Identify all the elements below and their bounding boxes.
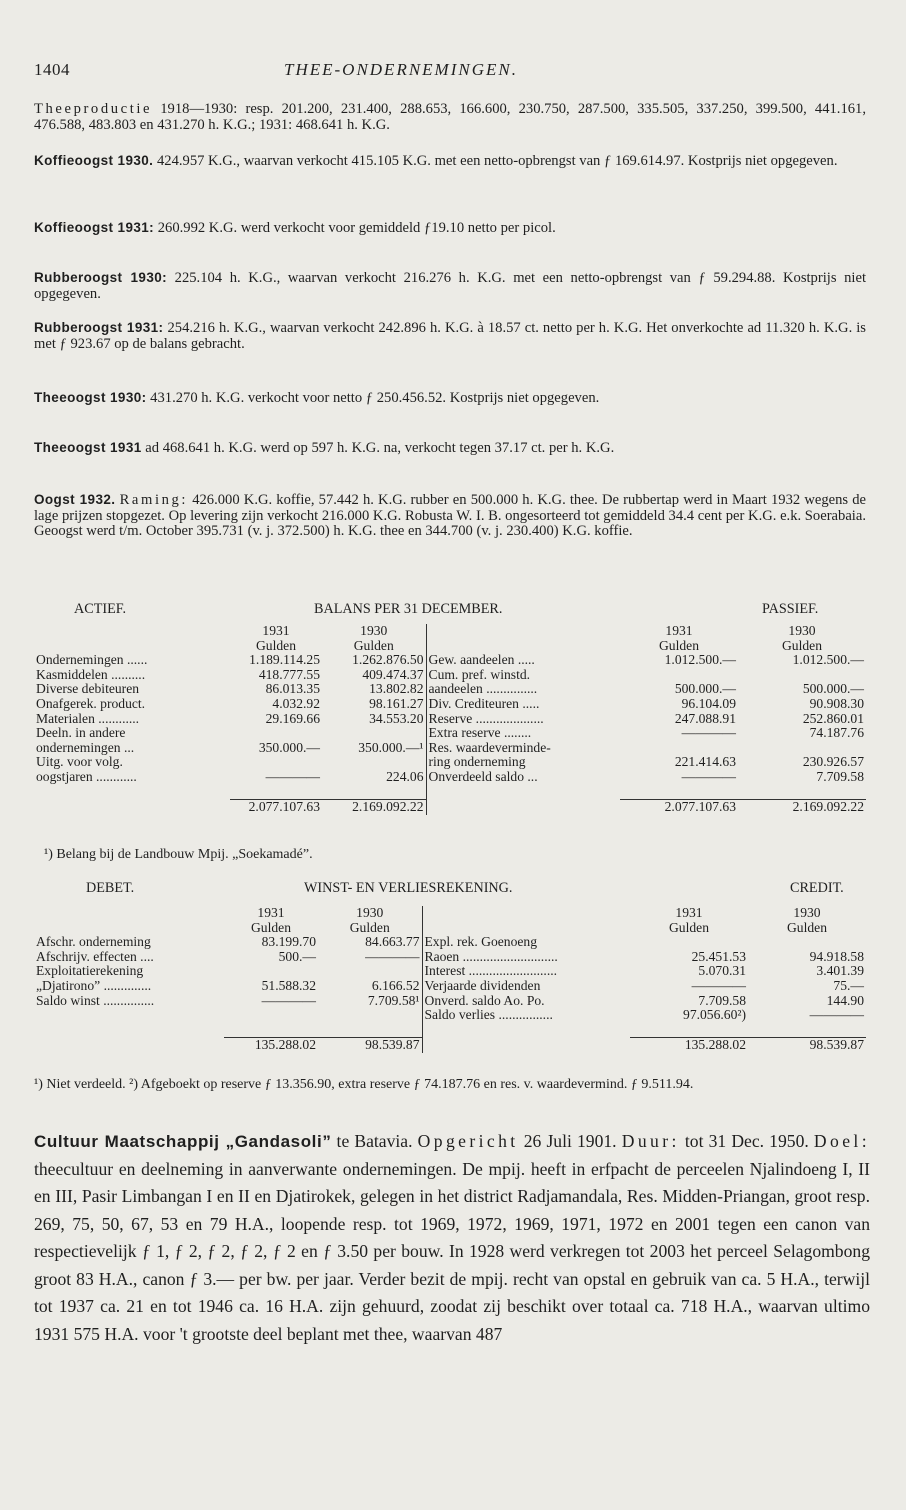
value-1930: 350.000.—¹: [358, 739, 424, 755]
row-label: ondernemingen ...: [36, 739, 135, 755]
value-1931: ————: [691, 977, 746, 993]
company-name: Cultuur Maatschappij „Gandasoli”: [34, 1132, 332, 1151]
total-row: [34, 800, 866, 815]
company-place: te Batavia.: [331, 1131, 418, 1151]
year-header: 1930: [788, 623, 816, 638]
empty-cell: [422, 1038, 630, 1053]
empty-cell: [422, 1023, 630, 1038]
paragraph-theeoogst-1930: [34, 390, 866, 407]
unit-header: Gulden: [250, 919, 292, 935]
value-1930: 94.918.58: [809, 948, 864, 964]
total-1930: 98.539.87: [318, 1038, 422, 1053]
paragraph-oogst-1932: [34, 492, 866, 540]
balance-caption: [34, 601, 870, 617]
empty-cell: [34, 1023, 224, 1038]
empty-cell: [318, 1023, 422, 1038]
header-spacer: [422, 921, 630, 936]
paragraph-spaced-label: Raming:: [119, 492, 189, 508]
doel-label: Doel:: [813, 1131, 870, 1151]
paragraph-text: 260.992 K.G. werd verkocht voor gemiddeld ƒ19.10 netto per picol.: [154, 220, 556, 236]
page-number: 1404: [34, 60, 70, 79]
row-label: Afschrijv. effecten ....: [36, 948, 154, 964]
value-1931: [224, 964, 318, 979]
row-label: Raoen ............................: [422, 950, 630, 965]
value-1931: ————: [681, 768, 736, 784]
row-label: Expl. rek. Goenoeng: [422, 935, 630, 950]
table-row: [34, 712, 866, 727]
value-1931: 500.—: [278, 948, 316, 964]
company-paragraph: [34, 1128, 870, 1348]
row-label: Cum. pref. winstd.: [426, 668, 620, 683]
header-spacer: [426, 624, 620, 639]
year-header: 1931: [665, 623, 693, 638]
row-label: Kasmiddelen ..........: [36, 666, 146, 682]
row-label: Reserve ....................: [426, 712, 620, 727]
table-row: [34, 653, 866, 668]
value-1930: ————: [365, 948, 420, 964]
table-row: [34, 668, 866, 683]
year-header: 1931: [257, 905, 285, 920]
paragraph-lead: Rubberoogst 1931:: [34, 320, 164, 335]
value-1931: ————: [261, 992, 316, 1008]
paragraph-lead: Theeoogst 1931: [34, 440, 142, 455]
value-1931: 1.189.114.25: [249, 652, 320, 668]
header-spacer: [422, 906, 630, 921]
table-row: [34, 697, 866, 712]
row-label: Interest ..........................: [422, 964, 630, 979]
row-label: Uitg. voor volg.: [36, 754, 123, 770]
row-label: Res. waardeverminde-: [426, 741, 620, 756]
row-label: Materialen ............: [36, 710, 140, 726]
paragraph-lead: Rubberoogst 1930:: [34, 270, 168, 285]
value-1930: [738, 741, 866, 756]
row-label: Onafgerek. product.: [36, 695, 146, 711]
paragraph-koffieoogst-1930: [34, 153, 866, 170]
value-1930: 500.000.—: [802, 681, 864, 697]
value-1930: ————: [809, 1007, 864, 1023]
value-1931: 97.056.60²): [683, 1007, 746, 1023]
row-label: Gew. aandeelen .....: [426, 653, 620, 668]
empty-cell: [738, 785, 866, 800]
paragraph-theeproductie: [34, 102, 866, 133]
value-1930: 7.709.58: [816, 768, 864, 784]
value-1931: 221.414.63: [674, 754, 736, 770]
row-label: Div. Crediteuren .....: [426, 697, 620, 712]
value-1930: 1.012.500.—: [792, 652, 864, 668]
value-1930: 98.161.27: [369, 695, 424, 711]
value-1931: ————: [265, 768, 320, 784]
row-label: oogstjaren ............: [36, 768, 137, 784]
paragraph-text: 431.270 h. K.G. verkocht voor netto ƒ 250.456.52. Kostprijs niet opgegeven.: [146, 390, 600, 406]
pl-right-caption: CREDIT.: [790, 880, 844, 896]
value-1930: 144.90: [826, 992, 864, 1008]
year-header: 1930: [356, 905, 384, 920]
value-1931: 83.199.70: [261, 934, 316, 950]
duur-label: Duur:: [621, 1131, 680, 1151]
paragraph-text: ad 468.641 h. K.G. werd op 597 h. K.G. na, verkocht tegen 37.17 ct. per h. K.G.: [141, 440, 615, 456]
total-1930: 2.169.092.22: [322, 800, 426, 815]
header-spacer: [426, 639, 620, 654]
pl-caption: [34, 880, 870, 896]
table-row: [34, 682, 866, 697]
value-1931: 350.000.—: [258, 739, 320, 755]
value-1930: 75.—: [833, 977, 864, 993]
opgericht-text: 26 Juli 1901.: [518, 1131, 622, 1151]
empty-cell: [426, 785, 620, 800]
unit-header-row: [34, 639, 866, 654]
row-label: „Djatirono” ..............: [36, 977, 152, 993]
value-1930: 3.401.39: [816, 963, 864, 979]
unit-header: Gulden: [658, 637, 700, 653]
value-1931: 7.709.58: [698, 992, 746, 1008]
year-header-row: [34, 906, 866, 921]
value-1931: 500.000.—: [674, 681, 736, 697]
empty-cell: [230, 785, 322, 800]
balance-table: [34, 624, 866, 815]
paragraph-lead: Theeproductie: [34, 101, 153, 117]
pl-left-caption: DEBET.: [86, 880, 135, 896]
row-label: Saldo verlies ................: [422, 1008, 630, 1023]
table-row: [34, 979, 866, 994]
paragraph-lead: Theeoogst 1930:: [34, 390, 147, 405]
empty-cell: [34, 800, 230, 815]
year-header: 1931: [675, 905, 703, 920]
spacer-row: [34, 785, 866, 800]
unit-header: Gulden: [353, 637, 394, 653]
unit-header-row: [34, 921, 866, 936]
value-1930: 409.474.37: [362, 666, 424, 682]
balance-left-caption: ACTIEF.: [74, 601, 127, 617]
empty-cell: [748, 1023, 866, 1038]
empty-cell: [34, 1038, 224, 1053]
unit-header: Gulden: [349, 919, 390, 935]
table-row: [34, 726, 866, 741]
header-spacer: [34, 639, 230, 654]
table-row: [34, 770, 866, 785]
header-spacer: [34, 624, 230, 639]
page-header: [34, 60, 870, 84]
paragraph-rubberoogst-1930: [34, 270, 866, 302]
value-1931: ————: [681, 725, 736, 741]
year-header: 1931: [262, 623, 290, 638]
value-1930: 6.166.52: [371, 977, 420, 993]
opgericht-label: Opgericht: [417, 1131, 519, 1151]
value-1930: [748, 935, 866, 950]
value-1930: 84.663.77: [365, 934, 420, 950]
table-row: [34, 755, 866, 770]
unit-header: Gulden: [668, 919, 710, 935]
value-1930: 1.262.876.50: [352, 652, 424, 668]
unit-header: Gulden: [786, 919, 828, 935]
table-row: [34, 994, 866, 1009]
value-1930: 230.926.57: [802, 754, 864, 770]
row-label: Saldo winst ...............: [36, 992, 155, 1008]
total-1930: 2.169.092.22: [738, 800, 866, 815]
empty-cell: [34, 785, 230, 800]
value-1930: 13.802.82: [369, 681, 424, 697]
paragraph-text: 424.957 K.G., waarvan verkocht 415.105 K.G. met een netto-opbrengst van ƒ 169.614.97. Kostprijs niet opgegeven.: [153, 153, 838, 169]
empty-cell: [630, 1023, 748, 1038]
year-header: 1930: [793, 905, 821, 920]
table-row: [34, 964, 866, 979]
value-1931: 1.012.500.—: [664, 652, 736, 668]
table-row: [34, 741, 866, 756]
value-1930: 252.860.01: [802, 710, 864, 726]
pl-title: WINST- EN VERLIESREKENING.: [304, 880, 513, 896]
value-1930: [738, 668, 866, 683]
spacer-row: [34, 1023, 866, 1038]
row-label: Verjaarde dividenden: [422, 979, 630, 994]
empty-cell: [322, 785, 426, 800]
row-label: Ondernemingen ......: [36, 652, 148, 668]
total-1931: 2.077.107.63: [230, 800, 322, 815]
value-1930: 34.553.20: [369, 710, 424, 726]
table-row: [34, 935, 866, 950]
paragraph-rubberoogst-1931: [34, 320, 866, 352]
balance-footnote: ¹) Belang bij de Landbouw Mpij. „Soekamadé”.: [44, 847, 313, 862]
pl-footnote: ¹) Niet verdeeld. ²) Afgeboekt op reserve ƒ 13.356.90, extra reserve ƒ 74.187.76 en res. v. waardevermind. ƒ 9.511.94.: [34, 1077, 694, 1092]
paragraph-text: 254.216 h. K.G., waarvan verkocht 242.896 h. K.G. à 18.57 ct. netto per h. K.G. Het onverkochte ad 11.320 h. K.G. is met ƒ 923.67 op de balans gebracht.: [34, 320, 866, 352]
row-label: Extra reserve ........: [426, 726, 620, 741]
year-header-row: [34, 624, 866, 639]
value-1930: 90.908.30: [809, 695, 864, 711]
total-1931: 135.288.02: [630, 1038, 748, 1053]
total-row: [34, 1038, 866, 1053]
value-1931: 418.777.55: [258, 666, 320, 682]
value-1931: [230, 755, 322, 770]
total-1930: 98.539.87: [748, 1038, 866, 1053]
empty-cell: [426, 800, 620, 815]
value-1930: 7.709.58¹: [367, 992, 420, 1008]
value-1930: [322, 726, 426, 741]
paragraph-lead: Koffieoogst 1930.: [34, 153, 154, 168]
paragraph-theeoogst-1931: [34, 440, 866, 457]
running-title: THEE-ONDERNEMINGEN.: [284, 60, 518, 79]
row-label: Onverd. saldo Ao. Po.: [422, 994, 630, 1009]
value-1931: 4.032.92: [272, 695, 320, 711]
empty-cell: [224, 1023, 318, 1038]
value-1930: 74.187.76: [809, 725, 864, 741]
paragraph-text: 1918—1930: resp. 201.200, 231.400, 288.653, 166.600, 230.750, 287.500, 335.505, 337.250, 399.500, 441.161, 476.588, 483.803 en 431.270 h. K.G.; 1931: 468.641 h. K.G.: [34, 101, 866, 133]
paragraph-lead: Koffieoogst 1931:: [34, 220, 155, 235]
unit-header: Gulden: [255, 637, 297, 653]
total-1931: 2.077.107.63: [620, 800, 738, 815]
row-label: [34, 1008, 224, 1023]
row-label: Deeln. in andere: [36, 725, 126, 741]
header-spacer: [34, 921, 224, 936]
value-1930: [322, 755, 426, 770]
value-1931: 51.588.32: [261, 977, 316, 993]
year-header: 1930: [360, 623, 388, 638]
value-1931: 25.451.53: [691, 948, 746, 964]
value-1930: [318, 1008, 422, 1023]
row-label: aandeelen ...............: [426, 682, 620, 697]
unit-header: Gulden: [781, 637, 823, 653]
paragraph-text: 426.000 K.G. koffie, 57.442 h. K.G. rubber en 500.000 h. K.G. thee. De rubbertap werd in Maart 1932 wegens de lage prijzen stopgezet. Op levering zijn verkocht 216.000 K.G. Robusta W. I. B. ongesorteerd tot gemiddeld 34.4 cent per K.G. e.k. Soerabaia. Geoogst werd t/m. October 395.731 (v. j. 372.500) h. K.G. thee en 344.700 (v. j. 230.400) K.G. koffie.: [34, 492, 867, 539]
table-row: [34, 1008, 866, 1023]
pl-table: [34, 906, 866, 1053]
value-1931: 247.088.91: [674, 710, 736, 726]
company-body: theecultuur en deelneming in aanverwante ondernemingen. De mpij. heeft in erfpacht de perceelen Njalindoeng I, II en III, Pasir Limbangan I en II en Djatirokek, gelegen in het district Radjamandala, Res. Midden-Priangan, groot resp. 269, 75, 50, 67, 53 en 79 H.A., loopende resp. tot 1969, 1972, 1969, 1971, 1972 en 2001 tegen een canon van respectievelijk ƒ 1, ƒ 2, ƒ 2, ƒ 2, ƒ 2 en ƒ 3.50 per bouw. In 1928 werd verkregen tot 2003 het perceel Selagombong groot 83 H.A., canon ƒ 3.— per bw. per jaar. Verder bezit de mpij. recht van opstal en gebruik van ca. 5 H.A., terwijl tot 1937 ca. 21 en tot 1946 ca. 16 H.A. zijn gehuurd, zoodat zij beschikt over totaal ca. 718 H.A., waarvan ultimo 1931 575 H.A. voor 't grootste deel beplant met thee, waarvan 487: [34, 1158, 870, 1344]
value-1931: [620, 741, 738, 756]
value-1931: 96.104.09: [681, 695, 736, 711]
total-1931: 135.288.02: [224, 1038, 318, 1053]
value-1930: 224.06: [386, 768, 424, 784]
value-1931: [620, 668, 738, 683]
duur-text: tot 31 Dec. 1950.: [679, 1131, 814, 1151]
row-label: ring onderneming: [426, 755, 620, 770]
value-1931: [230, 726, 322, 741]
empty-cell: [620, 785, 738, 800]
row-label: Onverdeeld saldo ...: [426, 770, 620, 785]
value-1931: 29.169.66: [265, 710, 320, 726]
paragraph-text: 225.104 h. K.G., waarvan verkocht 216.276 h. K.G. met een netto-opbrengst van ƒ 59.294.88. Kostprijs niet opgegeven.: [34, 270, 866, 302]
paragraph-koffieoogst-1931: [34, 220, 866, 237]
row-label: Exploitatierekening: [36, 963, 144, 979]
value-1931: 5.070.31: [698, 963, 746, 979]
paragraph-lead: Oogst 1932.: [34, 492, 116, 507]
balance-right-caption: PASSIEF.: [762, 601, 819, 617]
value-1931: [630, 935, 748, 950]
row-label: Diverse debiteuren: [36, 681, 140, 697]
header-spacer: [34, 906, 224, 921]
value-1930: [318, 964, 422, 979]
table-row: [34, 950, 866, 965]
balance-title: BALANS PER 31 DECEMBER.: [314, 601, 503, 617]
value-1931: [224, 1008, 318, 1023]
row-label: Afschr. onderneming: [36, 934, 151, 950]
value-1931: 86.013.35: [265, 681, 320, 697]
